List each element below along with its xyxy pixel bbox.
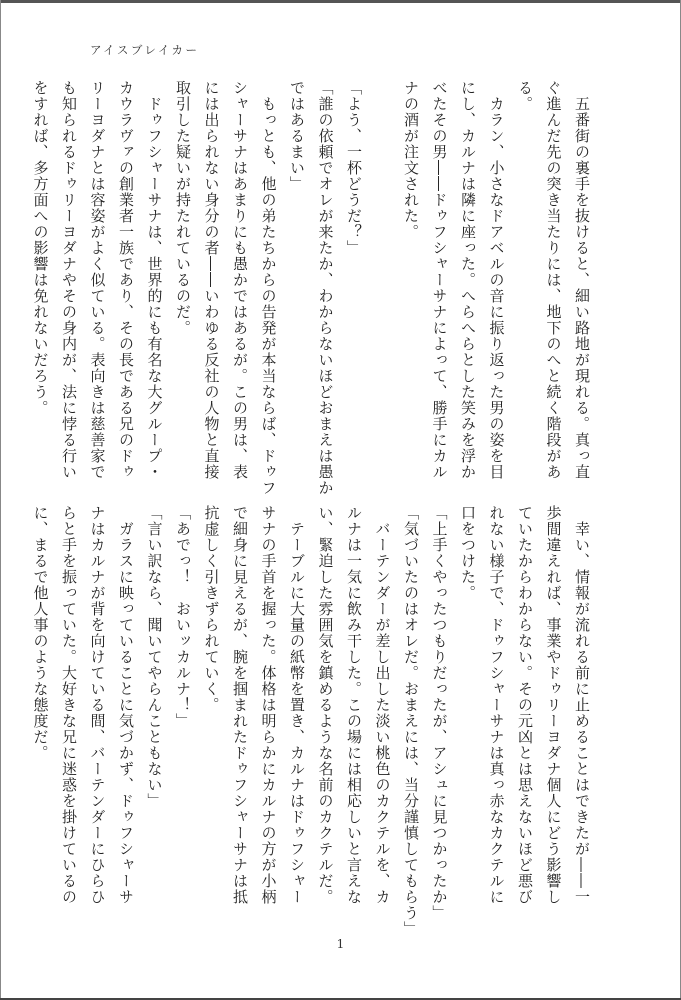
- text-line: ぐ進んだ先の突き当たりには、地下のへと続く階段があ: [544, 80, 563, 480]
- text-line: 「誰の依頼でオレが来たか、わからないほどおまえは愚か: [316, 80, 335, 496]
- text-line: ドゥフシャーサナは、世界的にも有名な大グループ・: [145, 80, 164, 480]
- text-line: に、まるで他人事のような態度だ。: [31, 505, 50, 761]
- text-line: [368, 80, 397, 480]
- text-line: をすれば、多方面への影響は免れないだろう。: [31, 80, 50, 416]
- text-line: には出られない身分の者――いわゆる反社の人物と直接: [202, 80, 221, 480]
- text-line: ていたからわからない。その元凶とは思えないほど悪び: [516, 505, 534, 905]
- text-line: べたその男――ドゥフシャーサナによって、勝手にカル: [430, 80, 449, 480]
- text-line: 抗虚しく引きずられていく。: [202, 505, 221, 713]
- page-number: 1: [336, 937, 345, 951]
- text-line: 「よう、一杯どうだ？」: [345, 80, 363, 256]
- text-line: 「気づいたのはオレだ。おまえには、当分謹慎してもらう」: [402, 505, 420, 937]
- text-line: ではあるまい」: [288, 80, 306, 192]
- text-line: カウラヴァの創業者一族であり、その長である兄のドゥ: [117, 80, 135, 480]
- text-line: ルナは一気に飲み干した。この場には相応しいと言えな: [345, 505, 363, 905]
- text-line: 「上手くやったつもりだったが、アシュに見つかったか」: [430, 505, 449, 921]
- text-line: テーブルに大量の紙幣を置き、カルナはドゥフシャー: [288, 505, 306, 905]
- text-line: もっとも、他の弟たちからの告発が本当ならば、ドゥフ: [259, 80, 278, 496]
- text-block-bottom: [26, 505, 596, 937]
- running-head: アイスブレイカー: [90, 43, 200, 57]
- text-line: 「あでっ！ おいッカルナ！」: [174, 505, 192, 729]
- text-line: れない様子で、ドゥフシャーサナは真っ赤なカクテルに: [487, 505, 506, 905]
- text-line: ナはカルナが背を向けている間、バーテンダーにひらひ: [88, 505, 107, 905]
- text-line: ガラスに映っていることに気づかず、ドゥフシャーサ: [117, 505, 135, 905]
- text-line: ナの酒が注文された。: [402, 80, 420, 240]
- text-line: い、緊迫した雰囲気を鎮めるような名前のカクテルだ。: [316, 505, 335, 905]
- page-border-left: [0, 0, 1, 1000]
- text-line: 歩間違えれば、事業やドゥリーヨダナ個人にどう影響し: [544, 505, 563, 905]
- text-line: 五番街の裏手を抜けると、細い路地が現れる。真っ直: [573, 80, 591, 480]
- text-line: 取引した疑いが持たれているのだ。: [174, 80, 192, 336]
- text-line: バーテンダーが差し出した淡い桃色のカクテルを、カ: [373, 505, 392, 905]
- text-block-top: [26, 80, 596, 496]
- text-line: 口をつけた。: [459, 505, 477, 601]
- text-line: 「言い訳なら、聞いてやらんこともない」: [145, 505, 164, 809]
- text-line: シャーサナはあまりにも愚かではあるが。この男は、表: [231, 80, 249, 480]
- text-line: も知られるドゥリーヨダナやその身内が、法に悖る行い: [60, 80, 78, 480]
- text-line: にし、カルナは隣に座った。へらへらとした笑みを浮か: [459, 80, 477, 480]
- text-line: る。: [516, 80, 534, 112]
- text-line: カラン、小さなドアベルの音に振り返った男の姿を目: [487, 80, 506, 480]
- text-line: リーヨダナとは容姿がよく似ている。表向きは慈善家で: [88, 80, 107, 480]
- page-border-top: [0, 0, 681, 3]
- text-line: で細身に見えるが、腕を掴まれたドゥフシャーサナは抵: [231, 505, 249, 905]
- text-line: 幸い、情報が流れる前に止めることはできたが――一: [573, 505, 591, 905]
- text-line: らと手を振っていた。大好きな兄に迷惑を掛けているの: [60, 505, 78, 905]
- text-line: サナの手首を握った。体格は明らかにカルナの方が小柄: [259, 505, 278, 905]
